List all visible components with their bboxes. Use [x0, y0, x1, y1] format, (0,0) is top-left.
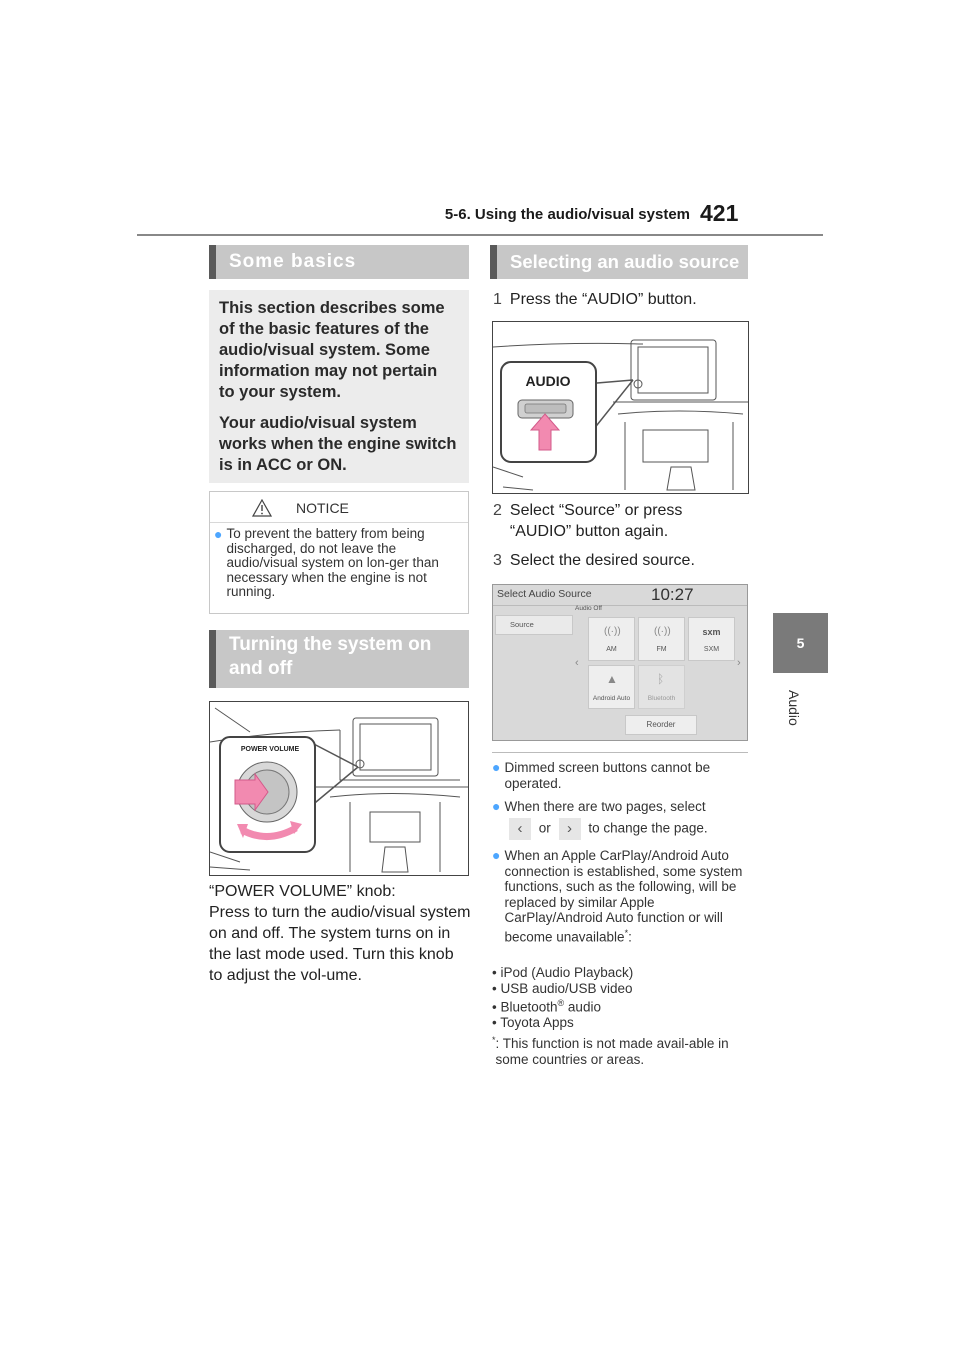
step-3: 3 Select the desired source.	[493, 552, 695, 569]
knob-description: Press to turn the audio/visual system on and off. The system turns on in the last mode used. Turn this knob to adjust the vol-ume.	[209, 904, 471, 984]
notice-header	[210, 492, 468, 523]
sxm-logo: sxm	[702, 627, 721, 637]
note-carplay: ● When an Apple CarPlay/Android Auto connection is established, some system functions, such as the following, will be replaced by similar Apple CarPlay/Android Auto function or will become unavailable*:	[492, 847, 743, 944]
note-two-pages-line2: ‹ or › to change the page.	[505, 818, 750, 840]
header-rule	[137, 234, 823, 236]
reorder-button[interactable]: Reorder	[625, 715, 697, 735]
chevron-right-icon[interactable]: ›	[737, 657, 741, 669]
step-1: 1 Press the “AUDIO” button.	[493, 291, 697, 308]
bluetooth-button[interactable]: ᛒ Bluetooth	[638, 665, 685, 709]
warning-icon	[252, 499, 272, 517]
android-auto-icon: ▲	[606, 672, 618, 686]
chapter-tab-number: 5	[773, 613, 828, 673]
sxm-button[interactable]: sxm SXM	[688, 617, 735, 661]
audio-dashboard-illustration	[493, 322, 748, 493]
section-title: 5-6. Using the audio/visual system	[444, 206, 690, 223]
screen-title: Select Audio Source	[497, 588, 592, 600]
step-2: 2 Select “Source” or press “AUDIO” button again.	[493, 502, 683, 540]
am-button[interactable]: ((·)) AM	[588, 617, 635, 661]
list-item: • Toyota Apps	[492, 1015, 574, 1030]
knob-label-text: POWER VOLUME	[240, 746, 300, 753]
notice-title: NOTICE	[296, 500, 349, 516]
intro-paragraph-2: Your audio/visual system works when the engine switch is in ACC or ON.	[219, 414, 457, 474]
note-dimmed: ● Dimmed screen buttons cannot be operated.	[492, 759, 711, 791]
list-item: • USB audio/USB video	[492, 980, 633, 996]
chevron-left-icon[interactable]: ‹	[575, 657, 579, 669]
affected-functions-list	[492, 965, 750, 1031]
list-item: • iPod (Audio Playback)	[492, 965, 634, 980]
list-item: • Bluetooth® audio	[492, 998, 601, 1015]
footnote: * : This function is not made avail-able in some countries or areas.	[492, 1035, 729, 1067]
page-number: 421	[700, 200, 739, 226]
intro-box	[209, 290, 469, 483]
knob-caption: “POWER VOLUME” knob:	[209, 883, 396, 900]
bluetooth-icon: ᛒ	[657, 672, 665, 686]
bullet-icon: ●	[214, 526, 223, 542]
source-tab[interactable]: Source	[495, 615, 573, 635]
notice-text: To prevent the battery from being discharged, do not leave the audio/visual system on lon-ger than necessary when the engine is not running.	[226, 526, 439, 599]
audio-button-figure	[492, 321, 749, 494]
heading-selecting-source: Selecting an audio source	[490, 245, 748, 279]
dashboard-illustration	[210, 702, 468, 875]
heading-some-basics: Some basics	[209, 245, 469, 279]
android-auto-button[interactable]: ▲ Android Auto	[588, 665, 635, 709]
radio-icon: ((·))	[654, 626, 671, 637]
audio-label-text: AUDIO	[525, 373, 571, 389]
radio-icon: ((·))	[604, 626, 621, 637]
note-two-pages: ● When there are two pages, select	[492, 798, 706, 814]
power-volume-figure	[209, 701, 469, 876]
notice-box	[209, 491, 469, 614]
fm-button[interactable]: ((·)) FM	[638, 617, 685, 661]
audio-source-screen	[492, 584, 748, 741]
heading-turning-system: Turning the system on and off	[209, 630, 469, 688]
chevron-left-icon: ‹	[509, 818, 531, 840]
intro-paragraph-1: This section describes some of the basic features of the audio/visual system. Some information may not pertain to your system.	[219, 299, 445, 401]
screen-time: 10:27	[651, 585, 694, 604]
separator	[492, 752, 748, 753]
chevron-right-icon: ›	[559, 818, 581, 840]
audio-off-label[interactable]: Audio Off	[575, 605, 602, 612]
chapter-tab-label: Audio	[786, 690, 802, 726]
